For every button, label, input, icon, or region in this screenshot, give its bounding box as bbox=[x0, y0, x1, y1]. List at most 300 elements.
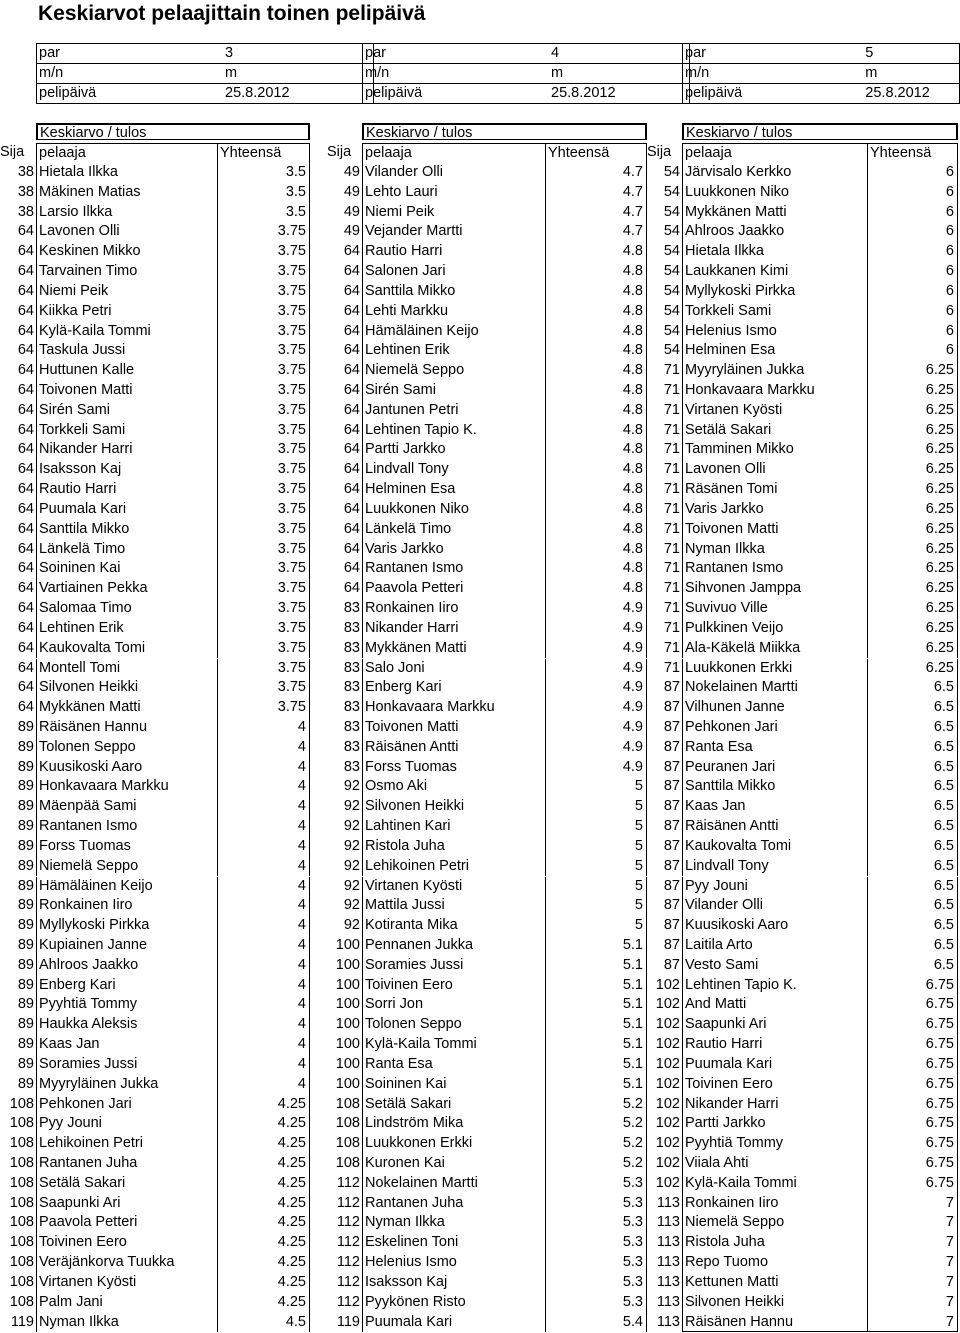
total-cell: 4.25 bbox=[218, 1233, 310, 1253]
total-cell: 4 bbox=[218, 976, 310, 996]
player-cell: Salomaa Timo bbox=[36, 599, 218, 619]
player-header: pelaaja bbox=[682, 143, 868, 163]
rank-cell: 102 bbox=[655, 976, 680, 993]
player-cell: Toivonen Matti bbox=[682, 520, 868, 540]
rank-cell: 102 bbox=[655, 1055, 680, 1072]
total-cell: 6 bbox=[868, 183, 958, 203]
player-cell: Viiala Ahti bbox=[682, 1154, 868, 1174]
player-cell: Isaksson Kaj bbox=[36, 460, 218, 480]
total-cell: 4.8 bbox=[546, 480, 647, 500]
rank-cell: 71 bbox=[663, 600, 680, 617]
info-mn-label: m/n bbox=[683, 64, 864, 84]
player-cell: Setälä Sakari bbox=[362, 1095, 546, 1115]
rank-cell: 64 bbox=[17, 600, 34, 617]
player-cell: Lehto Lauri bbox=[362, 183, 546, 203]
player-cell: Haukka Aleksis bbox=[36, 1015, 218, 1035]
rank-cell: 102 bbox=[655, 1174, 680, 1191]
info-row bbox=[683, 64, 960, 84]
total-cell: 5.1 bbox=[546, 1055, 647, 1075]
player-cell: Myyryläinen Jukka bbox=[36, 1075, 218, 1095]
rank-cell: 108 bbox=[9, 1214, 34, 1231]
player-cell: Luukkonen Niko bbox=[682, 183, 868, 203]
player-cell: Silvonen Heikki bbox=[36, 678, 218, 698]
player-cell: Varis Jarkko bbox=[362, 540, 546, 560]
total-cell: 6.75 bbox=[868, 1015, 958, 1035]
rank-cell: 87 bbox=[663, 917, 680, 934]
player-cell: Luukkonen Erkki bbox=[682, 659, 868, 679]
section-label: Keskiarvo / tulos bbox=[36, 123, 310, 140]
player-cell: Räisänen Hannu bbox=[682, 1313, 868, 1333]
total-cell: 4 bbox=[218, 896, 310, 916]
player-cell: Mattila Jussi bbox=[362, 896, 546, 916]
player-cell: Kylä-Kaila Tommi bbox=[682, 1174, 868, 1194]
player-cell: Honkavaara Markku bbox=[362, 698, 546, 718]
total-cell: 4.8 bbox=[546, 559, 647, 579]
total-cell: 6.25 bbox=[868, 460, 958, 480]
rank-cell: 108 bbox=[9, 1155, 34, 1171]
rank-cell: 102 bbox=[655, 1135, 680, 1152]
player-cell: Montell Tomi bbox=[36, 659, 218, 679]
total-cell: 4 bbox=[218, 738, 310, 758]
rank-cell: 54 bbox=[663, 243, 680, 260]
total-cell: 3.75 bbox=[218, 659, 310, 679]
total-cell: 6.5 bbox=[868, 698, 958, 718]
info-date: 25.8.2012 bbox=[863, 84, 959, 104]
player-cell: Paavola Petteri bbox=[36, 1213, 218, 1233]
total-cell: 4.8 bbox=[546, 341, 647, 361]
total-cell: 4.9 bbox=[546, 698, 647, 718]
total-cell: 4.25 bbox=[218, 1134, 310, 1154]
total-cell: 6 bbox=[868, 322, 958, 342]
total-cell: 3.75 bbox=[218, 282, 310, 302]
rank-cell: 64 bbox=[17, 659, 34, 676]
info-par-label: par bbox=[683, 44, 864, 64]
player-cell: Hämäläinen Keijo bbox=[362, 322, 546, 342]
player-cell: Honkavaara Markku bbox=[36, 777, 218, 797]
player-cell: Räsänen Tomi bbox=[682, 480, 868, 500]
rank-cell: 92 bbox=[343, 857, 360, 874]
total-cell: 7 bbox=[868, 1293, 958, 1313]
total-cell: 5.4 bbox=[546, 1313, 647, 1333]
total-cell: 3.75 bbox=[218, 500, 310, 520]
player-cell: Lindström Mika bbox=[362, 1114, 546, 1134]
rank-cell: 89 bbox=[17, 778, 34, 795]
player-cell: Kettunen Matti bbox=[682, 1273, 868, 1293]
player-cell: Nyman Ilkka bbox=[36, 1313, 218, 1333]
rank-cell: 113 bbox=[656, 1214, 680, 1231]
player-cell: Torkkeli Sami bbox=[36, 421, 218, 441]
rank-cell: 64 bbox=[343, 302, 360, 319]
player-cell: Helenius Ismo bbox=[362, 1253, 546, 1273]
total-cell: 6.75 bbox=[868, 1055, 958, 1075]
rank-cell: 71 bbox=[663, 659, 680, 676]
rank-cell: 64 bbox=[343, 540, 360, 557]
rank-cell: 71 bbox=[663, 461, 680, 478]
player-cell: Soramies Jussi bbox=[362, 956, 546, 976]
player-cell: Huttunen Kalle bbox=[36, 361, 218, 381]
player-cell: Helenius Ismo bbox=[682, 322, 868, 342]
player-cell: Kuronen Kai bbox=[362, 1154, 546, 1174]
player-cell: Niemelä Seppo bbox=[682, 1213, 868, 1233]
rank-cell: 113 bbox=[656, 1273, 680, 1290]
rank-cell: 89 bbox=[17, 857, 34, 874]
total-cell: 6.25 bbox=[868, 500, 958, 520]
rank-cell: 64 bbox=[343, 282, 360, 299]
total-cell: 4.8 bbox=[546, 540, 647, 560]
total-cell: 4 bbox=[218, 857, 310, 877]
rank-cell: 83 bbox=[343, 639, 360, 656]
total-cell: 3.75 bbox=[218, 599, 310, 619]
total-cell: 6.75 bbox=[868, 1114, 958, 1134]
total-cell: 4.8 bbox=[546, 421, 647, 441]
info-par-label: par bbox=[37, 44, 224, 64]
total-cell: 6.75 bbox=[868, 1095, 958, 1115]
player-header: pelaaja bbox=[362, 143, 546, 163]
total-cell: 4.25 bbox=[218, 1154, 310, 1174]
player-cell: Kaukovalta Tomi bbox=[682, 837, 868, 857]
rank-cell: 92 bbox=[343, 778, 360, 795]
total-cell: 3.75 bbox=[218, 222, 310, 242]
rank-cell: 83 bbox=[343, 679, 360, 696]
player-cell: Myyryläinen Jukka bbox=[682, 361, 868, 381]
total-cell: 4 bbox=[218, 1015, 310, 1035]
player-cell: Suvivuo Ville bbox=[682, 599, 868, 619]
player-cell: Niemelä Seppo bbox=[362, 361, 546, 381]
player-cell: Lahtinen Kari bbox=[362, 817, 546, 837]
rank-cell: 83 bbox=[343, 718, 360, 735]
rank-cell: 64 bbox=[17, 500, 34, 517]
rank-cell: 92 bbox=[343, 917, 360, 934]
rank-cell: 64 bbox=[343, 560, 360, 577]
rank-cell: 64 bbox=[343, 481, 360, 498]
rank-cell: 89 bbox=[17, 758, 34, 775]
rank-cell: 108 bbox=[335, 1135, 360, 1152]
info-row bbox=[363, 44, 690, 64]
rank-cell: 102 bbox=[655, 996, 680, 1013]
total-cell: 4.25 bbox=[218, 1174, 310, 1194]
rank-cell: 102 bbox=[655, 1155, 680, 1171]
player-cell: Sirén Sami bbox=[36, 401, 218, 421]
player-cell: Setälä Sakari bbox=[682, 421, 868, 441]
rank-cell: 113 bbox=[656, 1313, 680, 1330]
player-cell: Forss Tuomas bbox=[362, 758, 546, 778]
player-cell: Ala-Käkelä Miikka bbox=[682, 639, 868, 659]
player-cell: Virtanen Kyösti bbox=[362, 877, 546, 897]
rank-cell: 64 bbox=[343, 342, 360, 359]
player-cell: Partti Jarkko bbox=[682, 1114, 868, 1134]
rank-cell: 112 bbox=[336, 1293, 360, 1310]
player-cell: Nokelainen Martti bbox=[682, 678, 868, 698]
rank-cell: 71 bbox=[663, 382, 680, 399]
player-cell: Honkavaara Markku bbox=[682, 381, 868, 401]
player-cell: Salo Joni bbox=[362, 659, 546, 679]
rank-cell: 64 bbox=[343, 243, 360, 260]
player-cell: Vartiainen Pekka bbox=[36, 579, 218, 599]
player-cell: Lehti Markku bbox=[362, 302, 546, 322]
total-cell: 4.8 bbox=[546, 440, 647, 460]
total-cell: 5.3 bbox=[546, 1213, 647, 1233]
player-cell: Hietala Ilkka bbox=[36, 163, 218, 183]
player-cell: Luukkonen Niko bbox=[362, 500, 546, 520]
total-cell: 6.25 bbox=[868, 440, 958, 460]
rank-cell: 49 bbox=[343, 164, 360, 180]
total-cell: 6.75 bbox=[868, 1154, 958, 1174]
player-cell: Kylä-Kaila Tommi bbox=[36, 322, 218, 342]
rank-cell: 100 bbox=[335, 956, 360, 973]
rank-cell: 100 bbox=[335, 1055, 360, 1072]
rank-cell: 64 bbox=[17, 441, 34, 458]
rank-cell: 119 bbox=[10, 1313, 34, 1330]
rank-cell: 54 bbox=[663, 203, 680, 220]
player-cell: Lehikoinen Petri bbox=[362, 857, 546, 877]
player-cell: Ronkainen Iiro bbox=[36, 896, 218, 916]
rank-cell: 49 bbox=[343, 223, 360, 240]
info-par: 5 bbox=[863, 44, 959, 64]
rank-cell: 89 bbox=[17, 917, 34, 934]
total-cell: 4.8 bbox=[546, 381, 647, 401]
total-cell: 3.75 bbox=[218, 540, 310, 560]
rank-cell: 87 bbox=[663, 798, 680, 815]
total-cell: 5 bbox=[546, 877, 647, 897]
total-cell: 4.7 bbox=[546, 163, 647, 183]
player-cell: Ranta Esa bbox=[362, 1055, 546, 1075]
rank-cell: 108 bbox=[9, 1293, 34, 1310]
total-cell: 5.1 bbox=[546, 1075, 647, 1095]
rank-cell: 64 bbox=[17, 560, 34, 577]
player-cell: Mäkinen Matias bbox=[36, 183, 218, 203]
total-cell: 4.9 bbox=[546, 718, 647, 738]
rank-cell: 64 bbox=[17, 382, 34, 399]
total-cell: 5 bbox=[546, 837, 647, 857]
total-cell: 3.75 bbox=[218, 698, 310, 718]
total-cell: 6 bbox=[868, 242, 958, 262]
player-cell: Rautio Harri bbox=[362, 242, 546, 262]
total-cell: 6.75 bbox=[868, 995, 958, 1015]
rank-cell: 64 bbox=[343, 461, 360, 478]
total-cell: 5.1 bbox=[546, 1035, 647, 1055]
total-cell: 4 bbox=[218, 777, 310, 797]
player-cell: Lehtinen Tapio K. bbox=[682, 976, 868, 996]
total-header: Yhteensä bbox=[546, 143, 647, 163]
total-cell: 3.75 bbox=[218, 480, 310, 500]
info-row bbox=[37, 84, 374, 104]
player-cell: Jantunen Petri bbox=[362, 401, 546, 421]
rank-cell: 113 bbox=[656, 1194, 680, 1211]
total-cell: 3.5 bbox=[218, 203, 310, 223]
info-block bbox=[36, 43, 374, 104]
rank-cell: 87 bbox=[663, 778, 680, 795]
rank-cell: 71 bbox=[663, 421, 680, 438]
info-row bbox=[683, 44, 960, 64]
total-cell: 3.75 bbox=[218, 619, 310, 639]
total-cell: 5.3 bbox=[546, 1194, 647, 1214]
rank-cell: 64 bbox=[17, 540, 34, 557]
total-cell: 6.5 bbox=[868, 777, 958, 797]
player-cell: Lehtinen Erik bbox=[362, 341, 546, 361]
rank-header: Sija bbox=[0, 144, 25, 160]
rank-cell: 49 bbox=[343, 183, 360, 200]
total-cell: 5 bbox=[546, 817, 647, 837]
player-cell: Isaksson Kaj bbox=[362, 1273, 546, 1293]
player-cell: Eskelinen Toni bbox=[362, 1233, 546, 1253]
rank-cell: 64 bbox=[17, 223, 34, 240]
rank-cell: 108 bbox=[9, 1135, 34, 1152]
info-row bbox=[363, 64, 690, 84]
total-cell: 6.25 bbox=[868, 540, 958, 560]
total-cell: 5.1 bbox=[546, 936, 647, 956]
player-cell: Mykkänen Matti bbox=[362, 639, 546, 659]
total-cell: 3.75 bbox=[218, 559, 310, 579]
player-cell: Torkkeli Sami bbox=[682, 302, 868, 322]
total-cell: 6 bbox=[868, 222, 958, 242]
player-cell: Lehtinen Tapio K. bbox=[362, 421, 546, 441]
total-cell: 4 bbox=[218, 995, 310, 1015]
rank-cell: 64 bbox=[343, 421, 360, 438]
player-cell: Santtila Mikko bbox=[36, 520, 218, 540]
total-cell: 7 bbox=[868, 1213, 958, 1233]
rank-cell: 64 bbox=[17, 401, 34, 418]
player-cell: Rautio Harri bbox=[36, 480, 218, 500]
player-cell: Sorri Jon bbox=[362, 995, 546, 1015]
total-cell: 6.5 bbox=[868, 896, 958, 916]
rank-cell: 102 bbox=[655, 1036, 680, 1053]
player-cell: Ronkainen Iiro bbox=[362, 599, 546, 619]
rank-cell: 100 bbox=[335, 996, 360, 1013]
info-mn: m bbox=[549, 64, 690, 84]
rank-cell: 54 bbox=[663, 263, 680, 280]
total-cell: 4 bbox=[218, 837, 310, 857]
rank-cell: 102 bbox=[655, 1075, 680, 1092]
total-cell: 5.1 bbox=[546, 995, 647, 1015]
player-cell: Laukkanen Kimi bbox=[682, 262, 868, 282]
total-cell: 6.25 bbox=[868, 579, 958, 599]
total-cell: 6.25 bbox=[868, 619, 958, 639]
player-cell: Kiikka Petri bbox=[36, 302, 218, 322]
total-cell: 6.25 bbox=[868, 559, 958, 579]
rank-cell: 102 bbox=[655, 1095, 680, 1112]
rank-cell: 54 bbox=[663, 282, 680, 299]
total-cell: 5.3 bbox=[546, 1233, 647, 1253]
total-cell: 6 bbox=[868, 282, 958, 302]
total-cell: 6.75 bbox=[868, 976, 958, 996]
rank-cell: 64 bbox=[343, 580, 360, 597]
total-cell: 5.1 bbox=[546, 1015, 647, 1035]
rank-cell: 92 bbox=[343, 818, 360, 835]
total-cell: 4.25 bbox=[218, 1114, 310, 1134]
rank-cell: 64 bbox=[17, 520, 34, 537]
rank-cell: 54 bbox=[663, 322, 680, 339]
player-cell: Puumala Kari bbox=[36, 500, 218, 520]
player-cell: Peuranen Jari bbox=[682, 758, 868, 778]
rank-cell: 64 bbox=[17, 263, 34, 280]
total-cell: 4.7 bbox=[546, 183, 647, 203]
total-cell: 6 bbox=[868, 203, 958, 223]
rank-cell: 89 bbox=[17, 738, 34, 755]
rank-cell: 38 bbox=[17, 183, 34, 200]
total-cell: 5 bbox=[546, 896, 647, 916]
rank-cell: 71 bbox=[663, 441, 680, 458]
player-cell: Kaukovalta Tomi bbox=[36, 639, 218, 659]
player-cell: Länkelä Timo bbox=[362, 520, 546, 540]
player-cell: Räisänen Hannu bbox=[36, 718, 218, 738]
player-cell: Tamminen Mikko bbox=[682, 440, 868, 460]
info-mn-label: m/n bbox=[37, 64, 224, 84]
total-cell: 3.75 bbox=[218, 302, 310, 322]
player-cell: And Matti bbox=[682, 995, 868, 1015]
rank-cell: 89 bbox=[17, 1016, 34, 1033]
total-cell: 4.5 bbox=[218, 1313, 310, 1333]
total-cell: 4.9 bbox=[546, 639, 647, 659]
player-cell: Niemi Peik bbox=[36, 282, 218, 302]
rank-cell: 83 bbox=[343, 600, 360, 617]
total-cell: 6.5 bbox=[868, 738, 958, 758]
total-cell: 4.9 bbox=[546, 738, 647, 758]
info-block bbox=[682, 43, 960, 104]
total-cell: 3.75 bbox=[218, 421, 310, 441]
total-cell: 6.5 bbox=[868, 877, 958, 897]
total-cell: 3.5 bbox=[218, 163, 310, 183]
player-cell: Pyyhtiä Tommy bbox=[36, 995, 218, 1015]
rank-cell: 71 bbox=[663, 639, 680, 656]
total-cell: 4 bbox=[218, 758, 310, 778]
total-cell: 3.75 bbox=[218, 440, 310, 460]
total-cell: 5.2 bbox=[546, 1095, 647, 1115]
player-cell: Kaas Jan bbox=[682, 797, 868, 817]
player-cell: Pehkonen Jari bbox=[682, 718, 868, 738]
player-cell: Setälä Sakari bbox=[36, 1174, 218, 1194]
player-cell: Pennanen Jukka bbox=[362, 936, 546, 956]
total-cell: 6.5 bbox=[868, 678, 958, 698]
rank-cell: 87 bbox=[663, 718, 680, 735]
player-cell: Mykkänen Matti bbox=[682, 203, 868, 223]
rank-cell: 108 bbox=[9, 1174, 34, 1191]
player-cell: Rantanen Ismo bbox=[682, 559, 868, 579]
total-cell: 5 bbox=[546, 777, 647, 797]
rank-cell: 108 bbox=[9, 1115, 34, 1132]
info-day-label: pelipäivä bbox=[363, 84, 550, 104]
rank-cell: 89 bbox=[17, 897, 34, 914]
player-cell: Lindvall Tony bbox=[362, 460, 546, 480]
total-cell: 7 bbox=[868, 1233, 958, 1253]
player-cell: Forss Tuomas bbox=[36, 837, 218, 857]
total-cell: 6.5 bbox=[868, 936, 958, 956]
player-cell: Nikander Harri bbox=[682, 1095, 868, 1115]
total-cell: 4 bbox=[218, 956, 310, 976]
total-cell: 6.5 bbox=[868, 956, 958, 976]
player-cell: Ristola Juha bbox=[682, 1233, 868, 1253]
rank-cell: 113 bbox=[656, 1234, 680, 1251]
rank-cell: 64 bbox=[343, 401, 360, 418]
rank-cell: 64 bbox=[17, 580, 34, 597]
total-cell: 6.25 bbox=[868, 421, 958, 441]
total-cell: 3.75 bbox=[218, 381, 310, 401]
total-cell: 4.8 bbox=[546, 282, 647, 302]
rank-cell: 83 bbox=[343, 758, 360, 775]
player-cell: Rantanen Juha bbox=[362, 1194, 546, 1214]
total-cell: 4 bbox=[218, 817, 310, 837]
rank-cell: 108 bbox=[9, 1273, 34, 1290]
rank-cell: 64 bbox=[17, 322, 34, 339]
rank-header: Sija bbox=[647, 144, 672, 160]
total-cell: 6.25 bbox=[868, 480, 958, 500]
total-header: Yhteensä bbox=[218, 143, 310, 163]
total-cell: 6.75 bbox=[868, 1035, 958, 1055]
rank-cell: 64 bbox=[343, 263, 360, 280]
total-cell: 6.25 bbox=[868, 659, 958, 679]
total-cell: 4.7 bbox=[546, 222, 647, 242]
total-cell: 4 bbox=[218, 1035, 310, 1055]
player-cell: Ahlroos Jaakko bbox=[36, 956, 218, 976]
